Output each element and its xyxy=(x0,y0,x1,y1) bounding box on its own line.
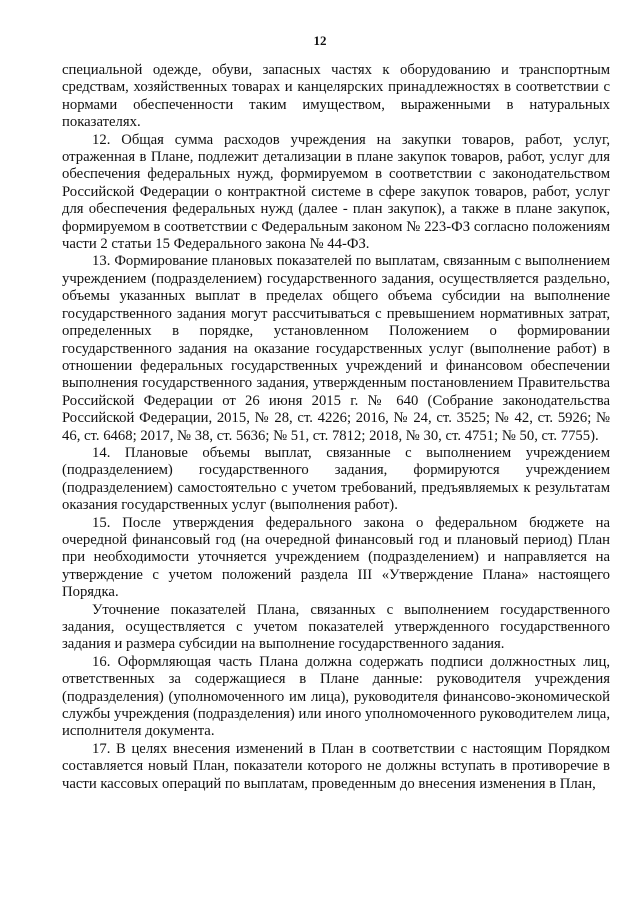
paragraph-15: 15. После утверждения федерального закона о федеральном бюджете на очередной финансовый год (на очередной финансовый год и плановый период) План при необходимости уточняется учреждением (подразделением) и направляется на утверждение с учетом положений раздела III «Утверждение Плана» настоящего Порядка. xyxy=(62,514,610,601)
paragraph-16: 16. Оформляющая часть Плана должна содержать подписи должностных лиц, ответственных за содержащиеся в Плане данные: руководителя учреждения (подразделения) (уполномоченного им лица), руководителя финансово-экономической службы учреждения (подразделения) или иного уполномоченного руководителем лица, исполнителя документа. xyxy=(62,653,610,740)
paragraph-14: 14. Плановые объемы выплат, связанные с выполнением учреждением (подразделением) государственного задания, формируются учреждением (подразделением) самостоятельно с учетом требований, предъявляемых к результатам оказания государственных услуг (выполнения работ). xyxy=(62,444,610,514)
document-body xyxy=(62,62,610,793)
paragraph-15-clarification: Уточнение показателей Плана, связанных с выполнением государственного задания, осуществляется с учетом показателей утвержденного государственного задания и размера субсидии на выполнение государственного задания. xyxy=(62,601,610,653)
page-number: 12 xyxy=(313,33,327,48)
paragraph-13: 13. Формирование плановых показателей по выплатам, связанным с выполнением учреждением (подразделением) государственного задания, осуществляется раздельно, объемы указанных выплат в пределах общего объема субсидии на выполнение государственного задания могут рассчитываться с превышением нормативных затрат, определенных в порядке, установленном Положением о формировании государственного задания на оказание государственных услуг (выполнение работ) в отношении федеральных государственных учреждений и финансовом обеспечении выполнения государственного задания, утвержденным постановлением Правительства Российской Федерации от 26 июня 2015 г. № 640 (Собрание законодательства Российской Федерации, 2015, № 28, ст. 4226; 2016, № 24, ст. 3525; № 42, ст. 5926; № 46, ст. 6468; 2017, № 38, ст. 5636; № 51, ст. 7812; 2018, № 30, ст. 4751; № 50, ст. 7755). xyxy=(62,253,610,444)
paragraph-17: 17. В целях внесения изменений в План в соответствии с настоящим Порядком составляется новый План, показатели которого не должны вступать в противоречие в части кассовых операций по выплатам, проведенным до внесения изменения в План, xyxy=(62,740,610,792)
paragraph-12: 12. Общая сумма расходов учреждения на закупки товаров, работ, услуг, отраженная в Плане, подлежит детализации в плане закупок товаров, работ, услуг для обеспечения федеральных нужд, формируемом в соответствии с законодательством Российской Федерации о контрактной системе в сфере закупок товаров, работ, услуг для обеспечения федеральных нужд (далее - план закупок), а также в плане закупок, формируемом в соответствии с Федеральным законом № 223-ФЗ согласно положениям части 2 статьи 15 Федерального закона № 44-ФЗ. xyxy=(62,131,610,253)
paragraph-continuation: специальной одежде, обуви, запасных частях к оборудованию и транспортным средствам, хозяйственных товарах и канцелярских принадлежностях в соответствии с нормами обеспеченности таким имуществом, выраженными в натуральных показателях. xyxy=(62,62,610,131)
